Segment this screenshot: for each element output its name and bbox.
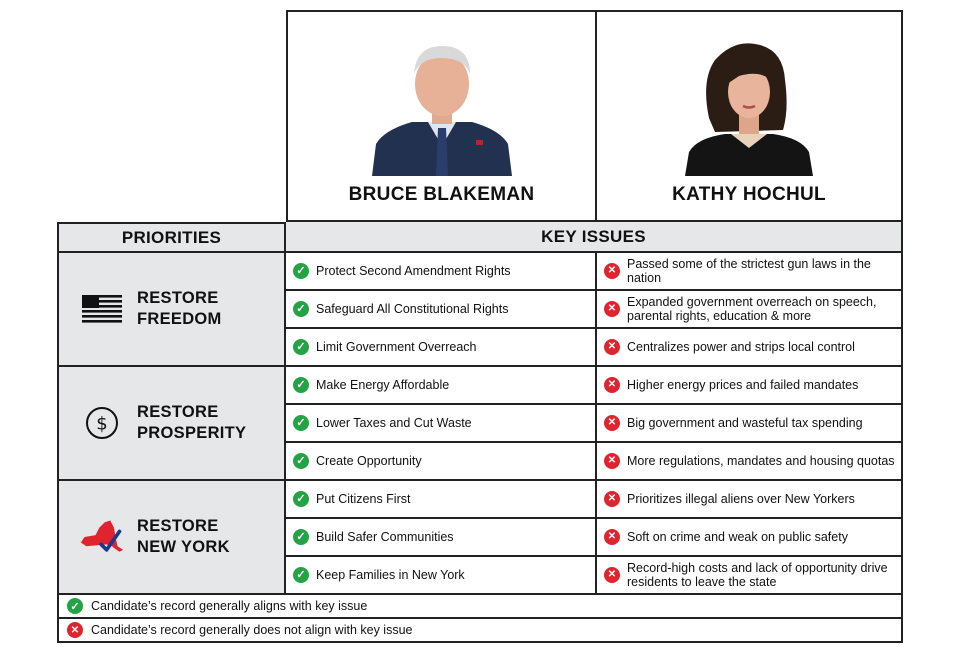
cross-icon: ✕ [67,622,83,638]
priority-freedom-line1: RESTORE [137,289,219,307]
candidate-blakeman [286,10,597,222]
issue-row-9-hochul: ✕ Record-high costs and lack of opportunity drive residents to leave the state [597,557,903,595]
check-icon: ✓ [293,263,309,279]
priority-new-york [57,481,286,595]
issue-row-5-blakeman: ✓ Lower Taxes and Cut Waste [286,405,597,443]
priorities-header: PRIORITIES [57,222,286,253]
issue-row-2-blakeman: ✓ Safeguard All Constitutional Rights [286,291,597,329]
hochul-photo [679,40,819,176]
check-icon: ✓ [293,491,309,507]
issue-row-6-hochul: ✕ More regulations, mandates and housing quotas [597,443,903,481]
dollar-icon [79,403,125,443]
cross-icon: ✕ [604,339,620,355]
legend-aligns: ✓ Candidate’s record generally aligns with key issue [57,595,903,619]
issue-row-3-hochul: ✕ Centralizes power and strips local control [597,329,903,367]
cross-icon: ✕ [604,491,620,507]
issue-row-7-hochul: ✕ Prioritizes illegal aliens over New Yorkers [597,481,903,519]
new-york-state-icon [79,517,125,557]
check-icon: ✓ [293,339,309,355]
priority-freedom-line2: FREEDOM [137,310,222,328]
blakeman-photo [372,40,512,176]
priority-new-york-line2: NEW YORK [137,538,230,556]
cross-icon: ✕ [604,377,620,393]
priority-new-york-line1: RESTORE [137,517,219,535]
cross-icon: ✕ [604,415,620,431]
issue-row-4-hochul: ✕ Higher energy prices and failed mandates [597,367,903,405]
candidate-name-hochul: KATHY HOCHUL [672,184,826,205]
priority-prosperity-line2: PROSPERITY [137,424,247,442]
check-icon: ✓ [293,415,309,431]
issue-row-8-hochul: ✕ Soft on crime and weak on public safety [597,519,903,557]
check-icon: ✓ [67,598,83,614]
svg-text:$: $ [96,413,108,435]
issue-row-8-blakeman: ✓ Build Safer Communities [286,519,597,557]
candidate-hochul [597,10,903,222]
check-icon: ✓ [293,453,309,469]
cross-icon: ✕ [604,567,620,583]
legend-not-aligns: ✕ Candidate’s record generally does not align with key issue [57,619,903,643]
priority-prosperity [57,367,286,481]
issue-row-1-blakeman: ✓ Protect Second Amendment Rights [286,253,597,291]
comparison-table [57,10,903,646]
cross-icon: ✕ [604,529,620,545]
us-flag-icon [79,289,125,329]
issue-row-9-blakeman: ✓ Keep Families in New York [286,557,597,595]
issue-row-4-blakeman: ✓ Make Energy Affordable [286,367,597,405]
cross-icon: ✕ [604,301,620,317]
blank-corner [57,10,286,222]
check-icon: ✓ [293,301,309,317]
check-icon: ✓ [293,529,309,545]
check-icon: ✓ [293,567,309,583]
key-issues-header: KEY ISSUES [286,222,903,253]
issue-row-5-hochul: ✕ Big government and wasteful tax spending [597,405,903,443]
check-icon: ✓ [293,377,309,393]
issue-row-1-hochul: ✕ Passed some of the strictest gun laws in the nation [597,253,903,291]
candidate-name-blakeman: BRUCE BLAKEMAN [348,184,535,205]
cross-icon: ✕ [604,453,620,469]
issue-row-2-hochul: ✕ Expanded government overreach on speech, parental rights, education & more [597,291,903,329]
issue-row-7-blakeman: ✓ Put Citizens First [286,481,597,519]
cross-icon: ✕ [604,263,620,279]
priority-prosperity-line1: RESTORE [137,403,219,421]
priority-freedom [57,253,286,367]
issue-row-6-blakeman: ✓ Create Opportunity [286,443,597,481]
issue-row-3-blakeman: ✓ Limit Government Overreach [286,329,597,367]
